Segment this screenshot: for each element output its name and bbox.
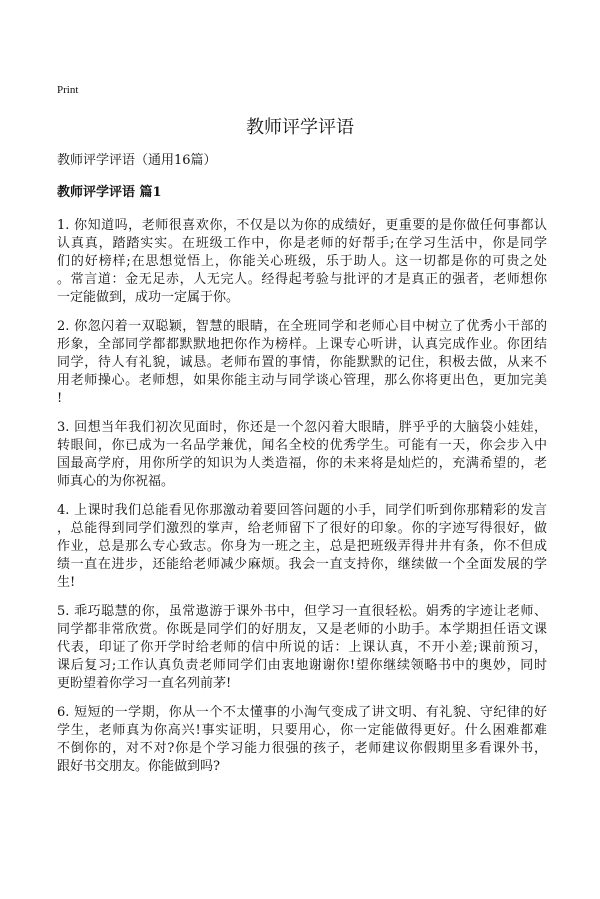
- paragraph-line: 代表，印证了你开学时给老师的信中所说的话：上课认真，不开小差;课前预习，: [57, 640, 547, 655]
- paragraph-line: 2. 你忽闪着一双聪颖，智慧的眼睛，在全班同学和老师心目中树立了优秀小干部的: [57, 319, 547, 334]
- paragraph-line: 作业，总是那么专心致志。你身为一班之主，总是把班级弄得井井有条，你不但成: [57, 539, 547, 554]
- section-heading: 教师评学评语 篇1: [57, 185, 162, 200]
- paragraph-2: [57, 318, 547, 408]
- paragraph-line: ，总能得到同学们激烈的掌声，给老师留下了很好的印象。你的字迹写得很好，做: [57, 521, 547, 536]
- page-title: 教师评学评语: [246, 117, 354, 138]
- paragraph-line: 4. 上课时我们总能看见你那激动着要回答问题的小手，同学们听到你那精彩的发言: [57, 503, 547, 518]
- paragraph-line: 1. 你知道吗，老师很喜欢你，不仅是以为你的成绩好，更重要的是你做任何事都认: [57, 218, 547, 233]
- paragraph-6: [57, 704, 547, 776]
- paragraph-line: 5. 乖巧聪慧的你，虽常遨游于课外书中，但学习一直很轻松。娟秀的字迹让老师、: [57, 604, 547, 619]
- paragraph-line: 用老师操心。老师想，如果你能主动与同学谈心管理，那么你将更出色，更加完美: [57, 373, 547, 388]
- paragraph-line: 更盼望着你学习一直名列前茅!: [57, 676, 232, 691]
- paragraph-line: 形象，全部同学都都默默地把你作为榜样。上课专心听讲，认真完成作业。你团结: [57, 337, 547, 352]
- paragraph-line: 6. 短短的一学期，你从一个不太懂事的小淘气变成了讲文明、有礼貌、守纪律的好: [57, 705, 547, 720]
- paragraph-line: 绩一直在进步，还能给老师减少麻烦。我会一直支持你，继续做一个全面发展的学: [57, 557, 547, 572]
- paragraph-line: 国最高学府，用你所学的知识为人类造福，你的未来将是灿烂的，充满希望的，老: [57, 456, 547, 471]
- paragraph-line: 认真真，踏踏实实。在班级工作中，你是老师的好帮手;在学习生活中，你是同学: [57, 236, 547, 251]
- paragraph-line: 们的好榜样;在思想觉悟上，你能关心班级，乐于助人。这一切都是你的可贵之处: [57, 254, 547, 269]
- paragraph-line: 。常言道：金无足赤，人无完人。经得起考验与批评的才是真正的强者，老师想你: [57, 272, 547, 287]
- paragraph-line: 同学，待人有礼貌，诚恳。老师布置的事情，你能默默的记住，积极去做，从来不: [57, 355, 547, 370]
- document-subtitle: 教师评学评语（通用16篇）: [57, 153, 217, 168]
- paragraph-line: 3. 回想当年我们初次见面时，你还是一个忽闪着大眼睛，胖乎乎的大脑袋小娃娃，: [57, 420, 547, 435]
- paragraph-line: 跟好书交朋友。你能做到吗?: [57, 759, 220, 774]
- paragraph-line: 课后复习;工作认真负责老师同学们由衷地谢谢你!望你继续领略书中的奥妙，同时: [57, 658, 547, 673]
- paragraph-line: 转眼间，你已成为一名品学兼优，闻名全校的优秀学生。可能有一天，你会步入中: [57, 438, 547, 453]
- paragraph-line: 不倒你的，对不对?你是个学习能力很强的孩子，老师建议你假期里多看课外书，: [57, 741, 547, 756]
- paragraph-line: 生!: [57, 575, 76, 590]
- print-label: Print: [57, 84, 79, 96]
- paragraph-5: [57, 603, 547, 693]
- paragraph-line: 同学都非常欣赏。你既是同学们的好朋友，又是老师的小助手。本学期担任语文课: [57, 622, 547, 637]
- paragraph-line: 师真心的为你祝福。: [57, 474, 175, 489]
- paragraph-line: 学生，老师真为你高兴!事实证明，只要用心，你一定能做得更好。什么困难都难: [57, 723, 547, 738]
- paragraph-line: !: [57, 391, 63, 406]
- paragraph-4: [57, 502, 547, 592]
- paragraph-3: [57, 419, 547, 491]
- paragraph-list: [57, 217, 547, 776]
- paragraph-1: [57, 217, 547, 307]
- paragraph-line: 一定能做到，成功一定属于你。: [57, 290, 240, 305]
